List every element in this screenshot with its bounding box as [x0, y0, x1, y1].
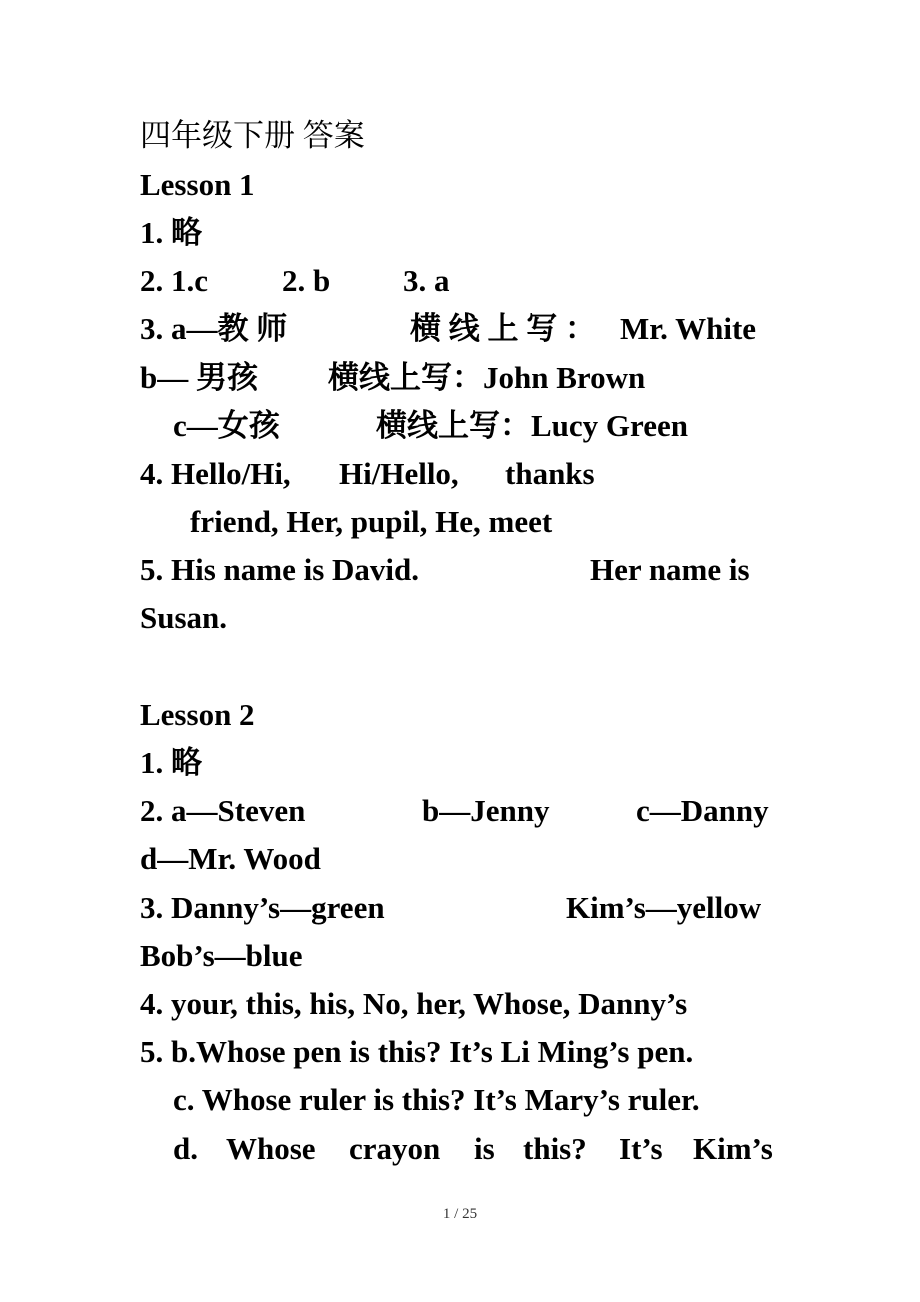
lesson1-q2-item2: 2. b: [282, 263, 331, 298]
lesson2-q5-line3-w6: It’s: [619, 1131, 663, 1166]
lesson2-q5-line3-w7: Kim’s: [693, 1131, 773, 1166]
lesson2-q2-item-a: 2. a—Steven: [140, 793, 306, 828]
lesson2-q3-right: Kim’s—yellow: [566, 890, 762, 925]
lesson1-q3-c-label: c—女孩: [173, 408, 280, 443]
lesson2-q2-item-b: b—Jenny: [422, 793, 550, 828]
lesson1-q5-right: Her name is: [590, 552, 750, 587]
lesson2-q5-line3-w3: crayon: [349, 1131, 441, 1166]
lesson2-q2-item-c: c—Danny: [636, 793, 769, 828]
lesson1-q3-b-label: b— 男孩: [140, 360, 258, 395]
lesson1-q2-item3: 3. a: [403, 263, 450, 298]
lesson1-q4-line2: friend, Her, pupil, He, meet: [190, 504, 553, 539]
lesson1-q4-item3: thanks: [505, 456, 595, 491]
lesson1-q3-b-answer: 横线上写：John Brown: [328, 360, 646, 395]
lesson2-q1: 1. 略: [140, 745, 202, 780]
lesson2-q4: 4. your, this, his, No, her, Whose, Danny’s: [140, 986, 688, 1021]
lesson1-q4-item2: Hi/Hello,: [339, 456, 459, 491]
lesson1-q5-line2: Susan.: [140, 600, 228, 635]
lesson2-q3-line2: Bob’s—blue: [140, 938, 303, 973]
lesson1-q5-left: 5. His name is David.: [140, 552, 420, 587]
lesson2-q3-left: 3. Danny’s—green: [140, 890, 385, 925]
lesson2-q2-line2: d—Mr. Wood: [140, 841, 321, 876]
lesson2-q5-line3-w1: d.: [173, 1131, 198, 1166]
lesson1-q3-a-label: 3. a—教 师: [140, 311, 288, 346]
lesson1-heading: Lesson 1: [140, 167, 255, 202]
lesson2-q5-line1: 5. b.Whose pen is this? It’s Li Ming’s pen.: [140, 1034, 694, 1069]
lesson1-q3-a-answer: Mr. White: [620, 311, 757, 346]
page-number: 1 / 25: [442, 1206, 478, 1222]
lesson2-q5-line3-w5: this?: [523, 1131, 587, 1166]
lesson1-q3-c-answer: 横线上写：Lucy Green: [376, 408, 688, 443]
lesson2-q5-line2: c. Whose ruler is this? It’s Mary’s ruler.: [173, 1082, 700, 1117]
lesson1-q3-a-instruction: 横 线 上 写 ：: [410, 311, 596, 346]
lesson1-q1: 1. 略: [140, 215, 202, 250]
lesson2-q5-line3-w4: is: [474, 1131, 495, 1166]
lesson2-heading: Lesson 2: [140, 697, 255, 732]
lesson1-q2-item1: 2. 1.c: [140, 263, 209, 298]
lesson1-q4-item1: 4. Hello/Hi,: [140, 456, 291, 491]
lesson2-q5-line3-w2: Whose: [226, 1131, 316, 1166]
page-title: 四年级下册 答案: [140, 118, 365, 153]
